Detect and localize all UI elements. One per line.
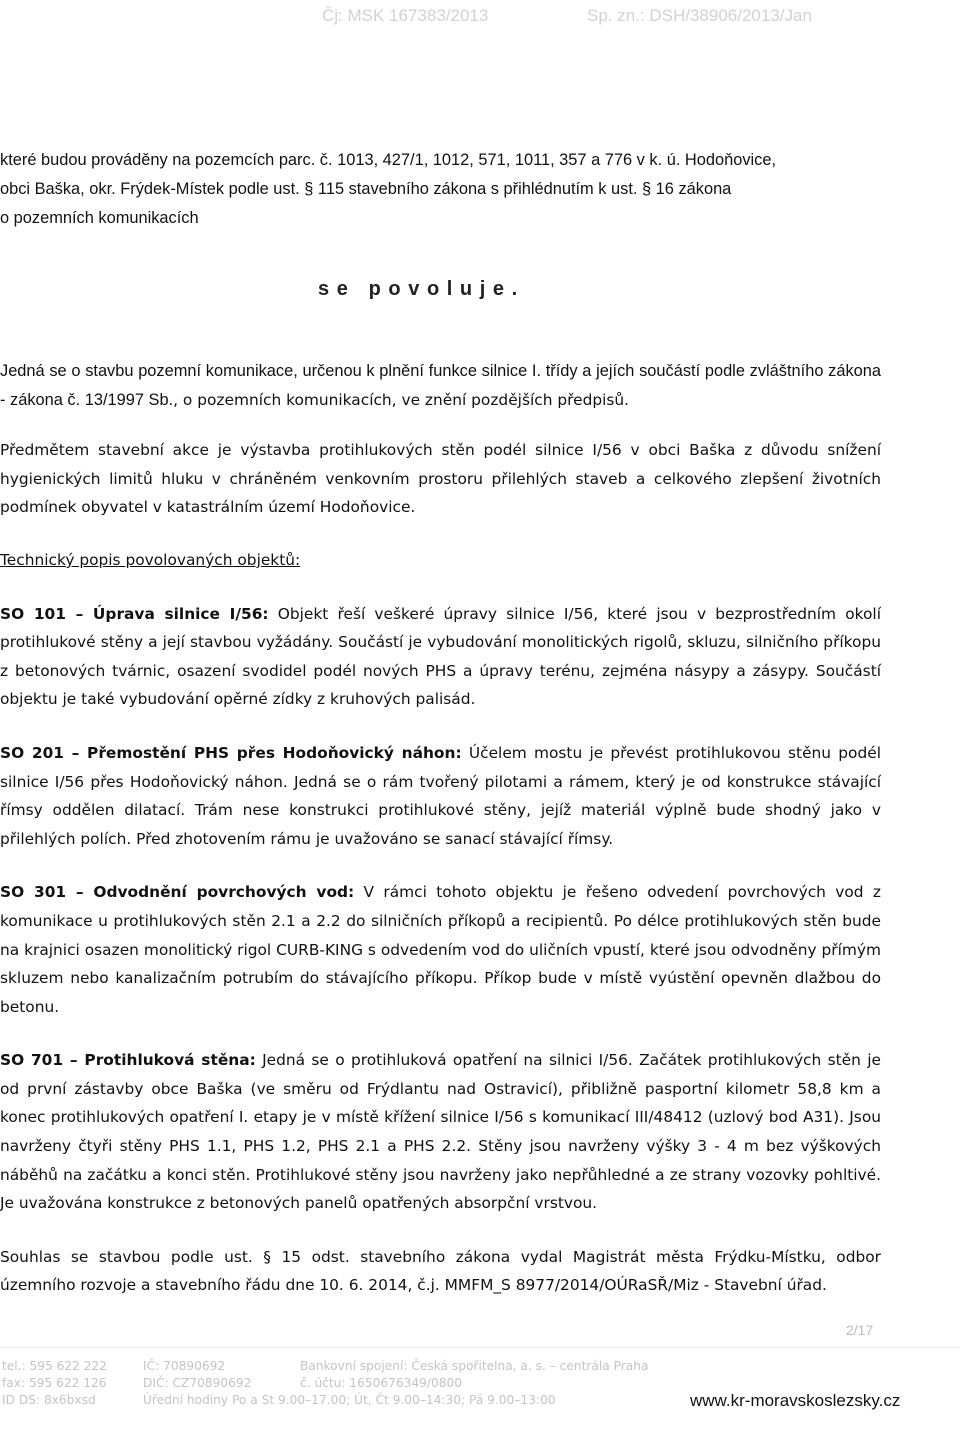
object-text: V rámci tohoto objektu je řešeno odvedení povrchových vod z komunikace u protihlukových stěn 2.1 a 2.2 do silničních příkopů a recipientů. Po délce protihlukových stěn bude na krajnici osazen monolitický rigol CURB-KING s odvedením vod do uličních vpustí, které jsou odvodněny přímým skluzem nebo kanalizačním potrubím do stávajícího příkopu. Příkop bude v místě vyústění opevněn dlažbou do betonu. — [0, 883, 882, 1016]
footer-hours: Úřední hodiny Po a St 9.00–17.00; Út, Čt 9.00–14:30; Pá 9.00–13:00 — [143, 1392, 556, 1407]
object-code: SO 101 – Úprava silnice I/56: — [0, 604, 269, 623]
technical-heading — [0, 546, 881, 575]
document-body — [0, 146, 881, 1300]
object-so701 — [0, 1046, 881, 1218]
object-text: Účelem mostu je převést protihlukovou stěnu podél silnice I/56 přes Hodoňovický náhon. Jedná se o rám tvořený pilotami a rámem, který je od konstrukce stávající římsy oddělen dilatací. Trám nese konstrukci protihlukové stěny, jejíž materiál výplně bude shodný jako v přilehlých polích. Před zhotovením rámu je uvažováno se sanací stávající římsy. — [0, 743, 881, 848]
footer-ico: IČ: 70890692 — [143, 1359, 226, 1373]
road-description-serif: Jedná se o stavbu pozemní komunikace, určenou k plnění funkce silnice I. třídy a jejích součástí podle zvláštního zákona - zákona č. 13/1997 Sb. — [0, 362, 881, 409]
object-text: Jedná se o protihluková opatření na silnici I/56. Začátek protihlukových stěn je od první zástavby obce Baška (ve směru od Frýdlantu nad Ostravicí), přibližně pasportní kilometr 58,8 km a konec protihlukových opatření I. etapy je v místě křížení silnice I/56 s komunikací III/48412 (uzlový bod A31). Jsou navrženy čtyři stěny PHS 1.1, PHS 1.2, PHS 2.1 a PHS 2.2. Stěny jsou navrženy výšky 3 - 4 m bez výškových náběhů na začátku a konci stěn. Protihlukové stěny jsou navrženy jako nepřůhledné a ze strany vozovky pohltivé. Je uvažována konstrukce z betonových panelů opatřených absorpční vrstvou. — [0, 1051, 881, 1213]
footer-fax: fax: 595 622 126 — [2, 1375, 107, 1390]
intro-line: o pozemních komunikacích — [0, 209, 199, 227]
object-so301 — [0, 878, 881, 1021]
footer-bank-name: Bankovní spojení: Česká spořitelna, a. s. – centrála Praha — [300, 1359, 649, 1373]
case-number: Čj: MSK 167383/2013 — [322, 6, 489, 25]
object-so101 — [0, 600, 881, 714]
object-code: SO 201 – Přemostění PHS přes Hodoňovický náhon: — [0, 743, 462, 762]
consent-paragraph: Souhlas se stavbou podle ust. § 15 odst. stavebního zákona vydal Magistrát města Frýdku-Místku, odbor územního rozvoje a stavebního řádu dne 10. 6. 2014, č.j. MMFM_S 8977/2014/OÚRaSŘ/Miz - Stavební úřad. — [0, 1247, 881, 1295]
object-text: Objekt řeší veškeré úpravy silnice I/56, které jsou v bezprostředním okolí protihlukové stěny a její stavbou vyžádány. Součástí je vybudování monolitických rigolů, skluzu, silničního příkopu z betonových tvárnic, osazení svodidel podél nových PHS a úpravy terénu, zejména násypy a zásypy. Součástí objektu je také vybudování opěrné zídky z kruhových palisád. — [0, 604, 881, 709]
footer-tel: tel.: 595 622 222 — [2, 1359, 108, 1373]
file-mark: Sp. zn.: DSH/38906/2013/Jan — [587, 6, 812, 25]
footer-bank — [300, 1358, 648, 1392]
object-code: SO 301 – Odvodnění povrchových vod: — [0, 883, 355, 902]
intro-paragraph — [0, 146, 881, 233]
paragraph-road-description — [0, 357, 881, 414]
footer-dic: DIČ: CZ70890692 — [143, 1375, 252, 1390]
intro-line: které budou prováděny na pozemcích parc. č. 1013, 427/1, 1012, 571, 1011, 357 a 776 v k. ú. Hodoňovice, — [0, 151, 777, 169]
object-code: SO 701 – Protihluková stěna: — [0, 1051, 256, 1070]
website-link[interactable]: www.kr-moravskoslezsky.cz — [690, 1391, 901, 1410]
page-number: 2/17 — [846, 1322, 874, 1338]
footer-account: č. účtu: 1650676349/0800 — [300, 1375, 463, 1390]
footer-divider — [0, 1347, 960, 1348]
page-header — [0, 2, 960, 32]
footer-contact — [2, 1358, 107, 1408]
technical-heading-text: Technický popis povolovaných objektů: — [0, 550, 301, 569]
paragraph-subject: Předmětem stavební akce je výstavba protihlukových stěn podél silnice I/56 v obci Baška z důvodu snížení hygienických limitů hluku v chráněném venkovním prostoru přilehlých staveb a celkového zlepšení životních podmínek obyvatel v katastrálním území Hodoňovice. — [0, 441, 881, 517]
intro-line: obci Baška, okr. Frýdek-Místek podle ust. § 115 stavebního zákona s přihlédnutím k ust. § 16 zákona — [0, 180, 732, 198]
road-description-rest: , o pozemních komunikacích, ve znění pozdějších předpisů. — [173, 390, 630, 409]
footer-ids: ID DS: 8x6bxsd — [2, 1392, 96, 1407]
object-so201 — [0, 739, 881, 853]
verdict-heading: se povoluje. — [318, 278, 525, 300]
